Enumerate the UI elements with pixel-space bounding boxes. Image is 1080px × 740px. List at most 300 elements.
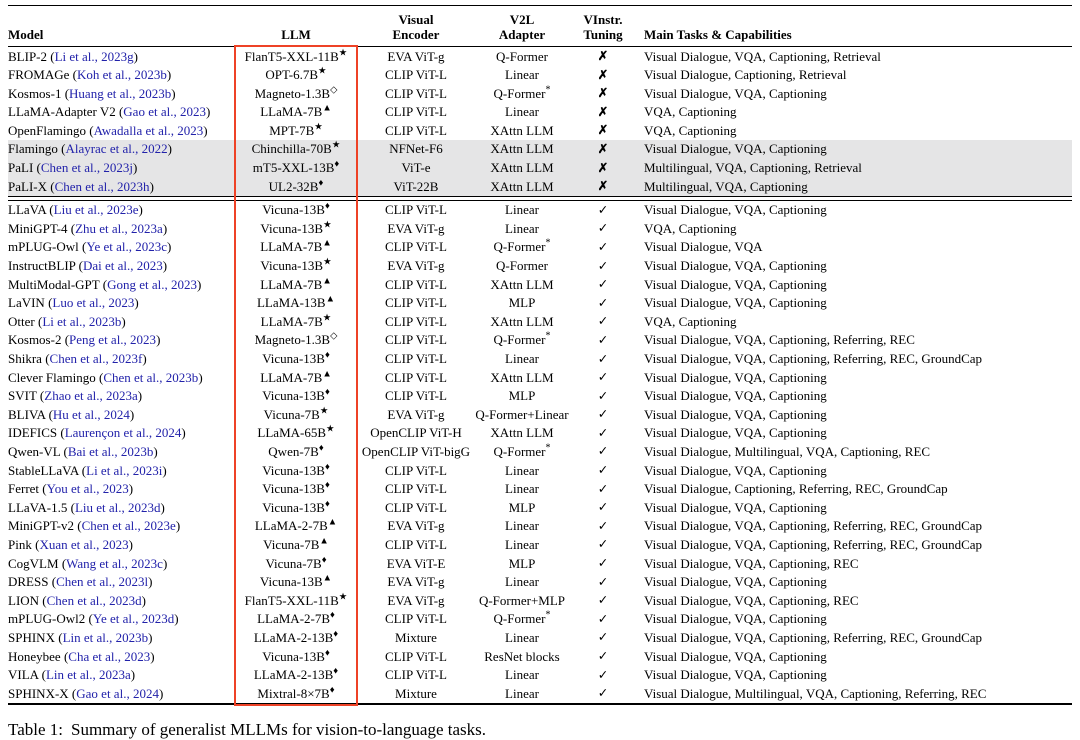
citation-link[interactable]: Laurençon et al., 2024 xyxy=(64,425,182,441)
vinstr-tuning-cell xyxy=(572,177,634,196)
table-row xyxy=(8,647,1072,666)
tasks-cell: Visual Dialogue, Captioning, Retrieval xyxy=(644,67,847,83)
tasks-cell: Visual Dialogue, VQA, Captioning xyxy=(644,574,827,590)
vinstr-tuning-cell xyxy=(572,591,634,610)
tasks-cell: Visual Dialogue, VQA, Captioning xyxy=(644,202,827,218)
vinstr-tuning-cell xyxy=(572,573,634,592)
vinstr-tuning-cell xyxy=(572,219,634,238)
check-icon: ✓ xyxy=(597,332,609,347)
v2l-adapter-cell: Linear xyxy=(505,574,539,590)
visual-encoder-cell: CLIP ViT-L xyxy=(385,313,447,329)
model-cell: SPHINX-X (Gao et al., 2024) xyxy=(8,685,164,701)
v2l-adapter-cell: Q-Former* xyxy=(493,609,551,627)
llm-cell xyxy=(232,517,360,536)
tasks-cell: Visual Dialogue, VQA, Captioning, Referring, REC, GroundCap xyxy=(644,629,983,645)
check-icon: ✓ xyxy=(597,649,609,663)
check-icon: ✓ xyxy=(597,370,609,385)
citation-link[interactable]: Huang et al., 2023b xyxy=(69,85,172,101)
v2l-adapter-cell: XAttn LLM xyxy=(490,369,554,385)
v2l-adapter-cell: Linear xyxy=(505,518,539,534)
citation-link[interactable]: Chen et al., 2023l xyxy=(56,574,149,590)
table-row xyxy=(8,387,1072,406)
model-name: PaLI-X xyxy=(8,178,47,194)
tasks-cell: Visual Dialogue, VQA, Captioning xyxy=(644,276,827,292)
table-row xyxy=(8,140,1072,159)
table-row xyxy=(8,480,1072,499)
model-cell: InstructBLIP (Dai et al., 2023) xyxy=(8,258,168,274)
tasks-cell: VQA, Captioning xyxy=(644,122,737,138)
cross-icon: ✗ xyxy=(597,160,609,175)
llm-name: Vicuna-13B xyxy=(260,220,324,236)
visual-encoder-cell: CLIP ViT-L xyxy=(385,104,447,120)
vinstr-tuning-cell xyxy=(572,387,634,406)
vinstr-tuning-cell xyxy=(572,461,634,480)
adapter-asterisk: * xyxy=(545,442,551,454)
citation-link[interactable]: Lin et al., 2023b xyxy=(62,629,149,645)
vinstr-tuning-cell xyxy=(572,121,634,140)
llm-cell xyxy=(232,628,360,647)
check-icon: ✓ xyxy=(597,239,609,254)
tasks-cell: Visual Dialogue, VQA, Captioning xyxy=(644,295,827,311)
llm-scale-mark: ♦ xyxy=(329,685,335,696)
v2l-adapter-cell: XAttn LLM xyxy=(490,425,554,441)
check-icon: ✓ xyxy=(597,425,609,440)
llm-scale-mark: ★ xyxy=(338,592,348,603)
citation-link[interactable]: Awadalla et al., 2023 xyxy=(93,122,204,138)
citation-link[interactable]: You et al., 2023 xyxy=(46,481,129,497)
llm-name: FlanT5-XXL-11B xyxy=(244,48,339,64)
model-cell: LLaMA-Adapter V2 (Gao et al., 2023) xyxy=(8,104,211,120)
llm-scale-mark: ♦ xyxy=(324,648,330,659)
tasks-cell: Visual Dialogue, VQA, Captioning, Referring, REC, GroundCap xyxy=(644,518,983,534)
llm-name: LLaMA-7B xyxy=(260,313,323,329)
visual-encoder-cell: EVA ViT-g xyxy=(387,48,445,64)
llm-name: LLaMA-7B xyxy=(260,276,323,292)
citation-link[interactable]: Peng et al., 2023 xyxy=(69,332,157,348)
llm-scale-mark: ★ xyxy=(323,257,332,268)
llm-name: Magneto-1.3B xyxy=(254,332,331,348)
visual-encoder-cell: CLIP ViT-L xyxy=(385,611,447,627)
v2l-adapter-cell: Linear xyxy=(505,481,539,497)
llm-cell xyxy=(232,103,360,122)
llm-cell xyxy=(232,331,360,350)
cross-icon: ✗ xyxy=(597,123,609,138)
table-row xyxy=(8,405,1072,424)
llm-scale-mark: ▲ xyxy=(327,518,338,529)
llm-cell xyxy=(232,177,360,196)
table-row xyxy=(8,294,1072,313)
citation-link[interactable]: Li et al., 2023g xyxy=(54,48,134,64)
llm-scale-mark: ▲ xyxy=(322,239,332,250)
tasks-cell: Visual Dialogue, VQA, Captioning xyxy=(644,369,827,385)
v2l-adapter-cell: XAttn LLM xyxy=(472,177,572,196)
citation-link[interactable]: Ye et al., 2023d xyxy=(92,611,175,627)
citation-link[interactable]: Hu et al., 2024 xyxy=(52,406,130,422)
table-row xyxy=(8,103,1072,122)
tasks-cell: Visual Dialogue, VQA, Captioning xyxy=(644,667,827,683)
v2l-adapter-cell: Linear xyxy=(505,202,539,218)
llm-name: Vicuna-7B xyxy=(263,536,320,552)
vinstr-tuning-cell xyxy=(572,628,634,647)
caption-label: Table 1: xyxy=(8,719,63,739)
tasks-cell: Visual Dialogue, VQA, Captioning xyxy=(644,258,827,274)
vinstr-tuning-cell xyxy=(572,200,634,219)
llm-scale-mark: ♦ xyxy=(324,387,330,398)
v2l-adapter-cell: MLP xyxy=(508,388,536,404)
citation-link[interactable]: Dai et al., 2023 xyxy=(83,258,163,274)
llm-name: LLaMA-2-7B xyxy=(254,518,328,534)
model-name: DRESS xyxy=(8,574,49,590)
check-icon: ✓ xyxy=(597,593,609,608)
citation-link[interactable]: Luo et al., 2023 xyxy=(52,295,135,311)
model-name: Flamingo xyxy=(8,141,58,157)
visual-encoder-cell: EVA ViT-g xyxy=(387,592,445,608)
table-row xyxy=(8,610,1072,629)
model-name: IDEFICS xyxy=(8,425,58,441)
llm-scale-mark: ▲ xyxy=(322,369,332,380)
adapter-asterisk: * xyxy=(545,609,551,621)
llm-cell xyxy=(232,647,360,666)
model-cell: SVIT (Zhao et al., 2023a) xyxy=(8,388,143,404)
table-header xyxy=(8,6,1072,47)
v2l-adapter-cell: Q-Former* xyxy=(493,442,551,459)
llm-name: Vicuna-13B xyxy=(262,462,325,478)
visual-encoder-cell: CLIP ViT-L xyxy=(385,276,447,292)
llm-scale-mark: ★ xyxy=(331,141,341,152)
model-cell: Kosmos-2 (Peng et al., 2023) xyxy=(8,332,161,348)
llm-cell xyxy=(232,294,360,313)
model-cell: DRESS (Chen et al., 2023l) xyxy=(8,574,153,590)
llm-name: LLaMA-7B xyxy=(260,239,323,255)
table-row xyxy=(8,47,1072,66)
model-name: StableLLaVA xyxy=(8,462,79,478)
adapter-asterisk: * xyxy=(545,331,551,343)
table-row xyxy=(8,177,1072,196)
visual-encoder-cell: CLIP ViT-L xyxy=(385,122,447,138)
vinstr-tuning-cell xyxy=(572,103,634,122)
llm-scale-mark: ♦ xyxy=(318,443,324,454)
table-row xyxy=(8,591,1072,610)
llm-name: OPT-6.7B xyxy=(265,67,319,83)
citation-link[interactable]: Zhu et al., 2023a xyxy=(75,220,163,236)
v2l-adapter-cell: Linear xyxy=(505,536,539,552)
model-cell: Qwen-VL (Bai et al., 2023b) xyxy=(8,443,158,459)
col-header-visual-encoder: Visual Encoder xyxy=(360,6,472,47)
llm-scale-mark: ▲ xyxy=(319,536,329,547)
v2l-adapter-cell: Q-Former+Linear xyxy=(475,406,569,422)
llm-cell xyxy=(232,610,360,629)
tasks-cell: Multilingual, VQA, Captioning xyxy=(634,177,1072,196)
visual-encoder-cell: CLIP ViT-L xyxy=(385,202,447,218)
llm-cell xyxy=(232,84,360,103)
visual-encoder-cell: ViT-22B xyxy=(360,177,472,196)
llm-cell xyxy=(232,275,360,294)
llm-name: MPT-7B xyxy=(269,122,315,138)
v2l-adapter-cell: Q-Former xyxy=(496,48,548,64)
header-row xyxy=(8,6,1072,47)
llm-cell xyxy=(232,405,360,424)
llm-cell xyxy=(232,554,360,573)
model-cell: BLIP-2 (Li et al., 2023g) xyxy=(8,48,139,64)
visual-encoder-cell: Mixture xyxy=(395,685,437,701)
v2l-adapter-cell: Linear xyxy=(505,104,539,120)
llm-cell xyxy=(232,219,360,238)
cross-icon: ✗ xyxy=(597,49,609,63)
tasks-cell: Visual Dialogue, VQA, Captioning xyxy=(634,140,1072,159)
vinstr-tuning-cell xyxy=(572,498,634,517)
cross-icon: ✗ xyxy=(597,104,609,119)
citation-link[interactable]: Li et al., 2023i xyxy=(86,462,163,478)
visual-encoder-cell: CLIP ViT-L xyxy=(385,388,447,404)
tasks-cell: Visual Dialogue, VQA xyxy=(644,239,763,255)
llm-scale-mark: ♦ xyxy=(318,178,324,189)
vinstr-tuning-cell xyxy=(572,294,634,313)
visual-encoder-cell: NFNet-F6 xyxy=(360,140,472,159)
vinstr-tuning-cell xyxy=(572,238,634,257)
model-cell: mPLUG-Owl (Ye et al., 2023c) xyxy=(8,239,172,255)
v2l-adapter-cell: Q-Former xyxy=(496,258,548,274)
model-name: mPLUG-Owl2 xyxy=(8,611,86,627)
model-name: MiniGPT-4 xyxy=(8,220,68,236)
vinstr-tuning-cell xyxy=(572,535,634,554)
llm-name: Vicuna-13B xyxy=(262,388,325,404)
llm-scale-mark: ▲ xyxy=(322,276,332,287)
table-row xyxy=(8,628,1072,647)
llm-name: Magneto-1.3B xyxy=(254,85,331,101)
model-name: InstructBLIP xyxy=(8,258,76,274)
citation-link[interactable]: Ye et al., 2023c xyxy=(86,239,168,255)
llm-cell xyxy=(232,238,360,257)
model-name: Clever Flamingo xyxy=(8,369,96,385)
model-name: SVIT xyxy=(8,388,37,404)
citation-link[interactable]: Bai et al., 2023b xyxy=(67,443,154,459)
citation-link[interactable]: Alayrac et al., 2022 xyxy=(65,141,168,157)
model-name: Honeybee xyxy=(8,648,61,664)
col-header-model: Model xyxy=(8,6,232,47)
citation-link[interactable]: Chen et al., 2023b xyxy=(103,369,199,385)
model-name: BLIP-2 xyxy=(8,48,47,64)
table-row xyxy=(8,331,1072,350)
check-icon: ✓ xyxy=(597,518,609,533)
llm-cell xyxy=(232,498,360,517)
tasks-cell: Visual Dialogue, Captioning, Referring, REC, GroundCap xyxy=(644,481,948,497)
v2l-adapter-cell: XAttn LLM xyxy=(472,140,572,159)
llm-scale-mark: ♦ xyxy=(330,610,335,621)
vinstr-tuning-cell xyxy=(572,480,634,499)
llm-name: Mixtral-8×7B xyxy=(257,685,330,701)
citation-link[interactable]: Wang et al., 2023c xyxy=(66,555,163,571)
citation-link[interactable]: Gao et al., 2023 xyxy=(123,104,206,120)
llm-name: LLaMA-7B xyxy=(260,104,323,120)
llm-cell xyxy=(232,480,360,499)
citation-link[interactable]: Gong et al., 2023 xyxy=(107,276,197,292)
model-cell: CogVLM (Wang et al., 2023c) xyxy=(8,555,168,571)
tasks-cell: Visual Dialogue, Multilingual, VQA, Captioning, Referring, REC xyxy=(644,685,987,701)
vinstr-tuning-cell xyxy=(572,84,634,103)
model-cell: BLIVA (Hu et al., 2024) xyxy=(8,406,135,422)
citation-link[interactable]: Chen et al., 2023e xyxy=(81,518,176,534)
tasks-cell: VQA, Captioning xyxy=(644,313,737,329)
model-cell: Shikra (Chen et al., 2023f) xyxy=(8,351,147,366)
check-icon: ✓ xyxy=(597,221,609,236)
model-cell: mPLUG-Owl2 (Ye et al., 2023d) xyxy=(8,611,179,627)
llm-cell xyxy=(232,442,360,461)
check-icon: ✓ xyxy=(597,277,609,292)
table-row xyxy=(8,275,1072,294)
visual-encoder-cell: Mixture xyxy=(395,629,437,645)
llm-name: LLaMA-13B xyxy=(256,295,326,311)
visual-encoder-cell: CLIP ViT-L xyxy=(385,295,447,311)
citation-link[interactable]: Chen et al., 2023j xyxy=(40,160,133,176)
v2l-adapter-cell: Linear xyxy=(505,685,539,701)
llm-cell xyxy=(232,591,360,610)
model-name: Qwen-VL xyxy=(8,443,61,459)
visual-encoder-cell: CLIP ViT-L xyxy=(385,667,447,683)
tasks-cell: Visual Dialogue, VQA, Captioning xyxy=(644,388,827,404)
model-name: Kosmos-1 xyxy=(8,85,62,101)
visual-encoder-cell: EVA ViT-g xyxy=(387,220,445,236)
v2l-adapter-cell: XAttn LLM xyxy=(490,276,554,292)
vinstr-tuning-cell xyxy=(572,442,634,461)
citation-link[interactable]: Liu et al., 2023d xyxy=(74,499,161,515)
visual-encoder-cell: CLIP ViT-L xyxy=(385,332,447,348)
citation-link[interactable]: Lin et al., 2023a xyxy=(45,667,131,683)
v2l-adapter-cell: Linear xyxy=(505,462,539,478)
mllm-summary-table xyxy=(8,5,1072,705)
llm-scale-mark: ▲ xyxy=(322,103,332,114)
model-cell: LION (Chen et al., 2023d) xyxy=(8,592,146,608)
check-icon: ✓ xyxy=(597,611,609,626)
check-icon: ✓ xyxy=(597,314,609,329)
visual-encoder-cell: EVA ViT-g xyxy=(387,518,445,534)
v2l-adapter-cell: Linear xyxy=(505,667,539,683)
visual-encoder-cell: CLIP ViT-L xyxy=(385,481,447,497)
visual-encoder-cell: CLIP ViT-L xyxy=(385,239,447,255)
tasks-cell: Multilingual, VQA, Captioning, Retrieval xyxy=(634,159,1072,178)
citation-link[interactable]: Chen et al., 2023f xyxy=(49,351,143,366)
table-row xyxy=(8,442,1072,461)
citation-link[interactable]: Chen et al., 2023h xyxy=(54,178,150,194)
model-cell: IDEFICS (Laurençon et al., 2024) xyxy=(8,425,186,441)
llm-cell xyxy=(232,312,360,331)
model-cell: FROMAGe (Koh et al., 2023b) xyxy=(8,67,172,83)
table-caption xyxy=(8,720,1080,740)
model-name: MiniGPT-v2 xyxy=(8,518,74,534)
tasks-cell: VQA, Captioning xyxy=(644,104,737,120)
llm-cell xyxy=(232,461,360,480)
table-row xyxy=(8,535,1072,554)
citation-link[interactable]: Liu et al., 2023e xyxy=(53,202,139,218)
model-name: LaVIN xyxy=(8,295,45,311)
check-icon: ✓ xyxy=(597,202,609,217)
llm-cell xyxy=(232,387,360,406)
model-cell: Honeybee (Cha et al., 2023) xyxy=(8,648,155,664)
model-name: VILA xyxy=(8,667,39,683)
table-row xyxy=(8,66,1072,85)
v2l-adapter-cell: MLP xyxy=(508,499,536,515)
llm-scale-mark: ♦ xyxy=(324,201,330,212)
llm-cell xyxy=(232,535,360,554)
table-row xyxy=(8,121,1072,140)
table-row xyxy=(8,368,1072,387)
visual-encoder-cell: OpenCLIP ViT-bigG xyxy=(361,443,471,459)
citation-link[interactable]: Gao et al., 2024 xyxy=(76,685,159,701)
citation-link[interactable]: Xuan et al., 2023 xyxy=(39,536,129,552)
visual-encoder-cell: CLIP ViT-L xyxy=(385,462,447,478)
llm-name: Qwen-7B xyxy=(268,443,319,459)
table-row xyxy=(8,424,1072,443)
cross-icon: ✗ xyxy=(597,86,609,101)
table-row xyxy=(8,461,1072,480)
table-row xyxy=(8,238,1072,257)
v2l-adapter-cell: MLP xyxy=(508,555,536,571)
model-cell: Flamingo (Alayrac et al., 2022) xyxy=(8,140,232,159)
check-icon: ✓ xyxy=(597,463,609,478)
model-cell: Otter (Li et al., 2023b) xyxy=(8,313,126,329)
check-icon: ✓ xyxy=(597,407,609,422)
llm-cell xyxy=(232,684,360,704)
table-row xyxy=(8,350,1072,369)
citation-link[interactable]: Li et al., 2023b xyxy=(42,313,122,329)
cross-icon: ✗ xyxy=(597,67,609,82)
table-row xyxy=(8,159,1072,178)
llm-cell xyxy=(232,573,360,592)
tasks-cell: Visual Dialogue, VQA, Captioning xyxy=(644,462,827,478)
v2l-adapter-cell: Linear xyxy=(505,629,539,645)
vinstr-tuning-cell xyxy=(572,647,634,666)
vinstr-tuning-cell xyxy=(572,666,634,685)
v2l-adapter-cell: Q-Former* xyxy=(493,238,551,255)
model-name: FROMAGe xyxy=(8,67,70,83)
check-icon: ✓ xyxy=(597,500,609,515)
v2l-adapter-cell: XAttn LLM xyxy=(490,122,554,138)
vinstr-tuning-cell xyxy=(572,312,634,331)
citation-link[interactable]: Zhao et al., 2023a xyxy=(44,388,138,404)
model-name: MultiModal-GPT xyxy=(8,276,100,292)
llm-scale-mark: ★ xyxy=(314,122,323,133)
v2l-adapter-cell: Linear xyxy=(505,67,539,83)
model-cell: StableLLaVA (Li et al., 2023i) xyxy=(8,462,167,478)
model-name: SPHINX xyxy=(8,629,55,645)
vinstr-tuning-cell xyxy=(572,66,634,85)
model-name: Shikra xyxy=(8,351,42,366)
citation-link[interactable]: Koh et al., 2023b xyxy=(77,67,167,83)
tasks-cell: Visual Dialogue, VQA, Captioning xyxy=(644,85,827,101)
table-row xyxy=(8,573,1072,592)
model-name: Pink xyxy=(8,536,32,552)
check-icon: ✓ xyxy=(597,630,609,645)
v2l-adapter-cell: Linear xyxy=(505,220,539,236)
citation-link[interactable]: Chen et al., 2023d xyxy=(46,592,142,608)
llm-name: Chinchilla-70B xyxy=(251,141,332,157)
check-icon: ✓ xyxy=(597,537,609,552)
model-cell: PaLI-X (Chen et al., 2023h) xyxy=(8,177,232,196)
model-cell: VILA (Lin et al., 2023a) xyxy=(8,667,136,683)
llm-cell xyxy=(232,666,360,685)
check-icon: ✓ xyxy=(597,295,609,310)
llm-name: LLaMA-7B xyxy=(260,369,323,385)
llm-name: LLaMA-2-7B xyxy=(257,611,331,627)
llm-name: Vicuna-13B xyxy=(259,574,323,590)
check-icon: ✓ xyxy=(597,444,609,459)
citation-link[interactable]: Cha et al., 2023 xyxy=(68,648,151,664)
check-icon: ✓ xyxy=(597,481,609,496)
vinstr-tuning-cell xyxy=(572,554,634,573)
check-icon: ✓ xyxy=(597,351,609,366)
vinstr-tuning-cell xyxy=(572,368,634,387)
llm-scale-mark: ★ xyxy=(326,425,335,436)
vinstr-tuning-cell xyxy=(572,47,634,66)
